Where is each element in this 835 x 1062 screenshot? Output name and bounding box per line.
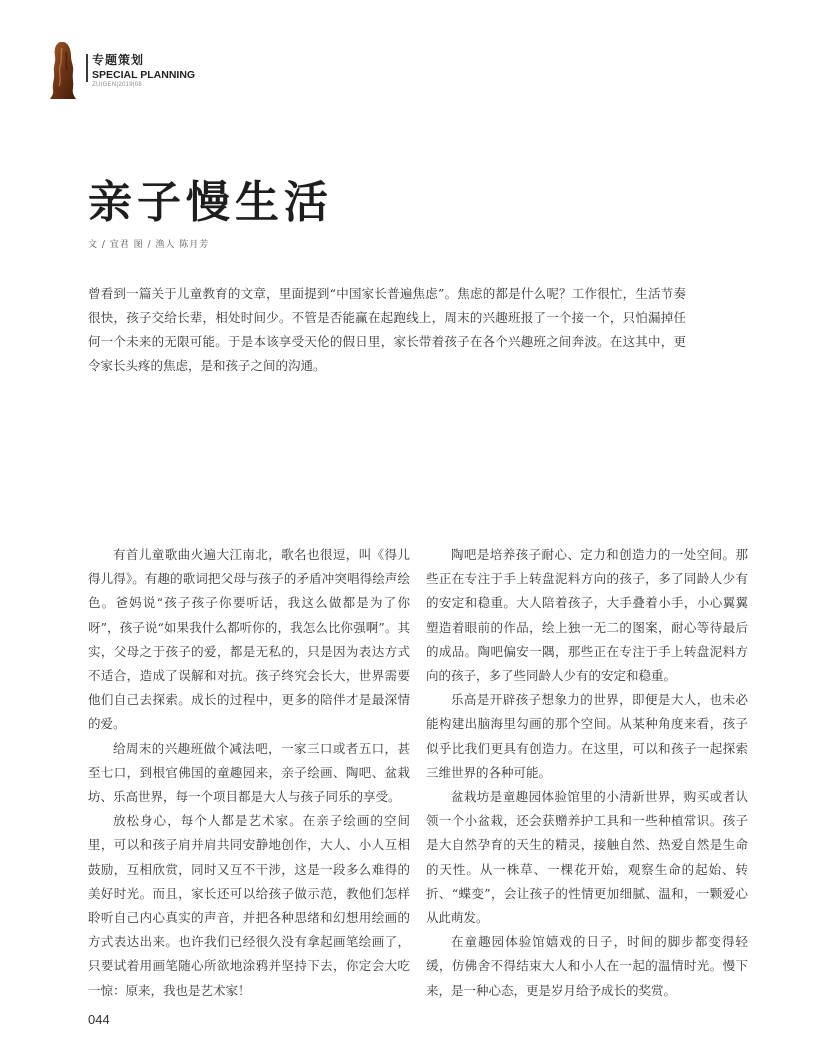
column-title-cn: 专题策划: [92, 53, 145, 67]
body-paragraph: 给周末的兴趣班做个减法吧，一家三口或者五口，甚至七口，到根官佛国的童趣园来，亲子绘画、陶吧、盆栽坊、乐高世界，每一个项目都是大人与孩子同乐的享受。: [88, 740, 410, 805]
body-paragraph: 陶吧是培养孩子耐心、定力和创造力的一处空间。那些正在专注于手上转盘泥料方向的孩子，多了同龄人少有的安定和稳重。大人陪着孩子，大手叠着小手，小心翼翼塑造着眼前的作品，绘上独一无二的图案，耐心等待最后的成品。陶吧偏安一隅，那些正在专注于手上转盘泥料方向的孩子，多了些同龄人少有的安定和稳重。: [426, 547, 748, 684]
body-paragraph: 有首儿童歌曲火遍大江南北，歌名也很逗，叫《得儿得儿得》。有趣的歌词把父母与孩子的矛盾冲突唱得绘声绘色。爸妈说“孩子孩子你要听话，我这么做都是为了你呀”，孩子说“如果我什么都听你的，我怎么比你强啊”。其实，父母之于孩子的爱，都是无私的，只是因为表达方式不适合，造成了误解和对抗。孩子终究会长大，世界需要他们自己去探索。成长的过程中，更多的陪伴才是最深情的爱。: [88, 547, 410, 732]
page-header: [46, 40, 296, 100]
article-byline: 文 / 宜君 图 / 渔人 陈月芳: [88, 240, 210, 250]
article-intro: 曾看到一篇关于儿童教育的文章，里面提到“中国家长普遍焦虑”。焦虑的都是什么呢？工作很忙，生活节奏很快，孩子交给长辈，相处时间少。不管是否能赢在起跑线上，周末的兴趣班报了一个接一个，只怕漏掉任何一个未来的无限可能。于是本该享受天伦的假日里，家长带着孩子在各个兴趣班之间奔波。在这其中，更令家长头疼的焦虑，是和孩子之间的沟通。: [88, 286, 686, 373]
body-paragraph: 放松身心，每个人都是艺术家。在亲子绘画的空间里，可以和孩子肩并肩共同安静地创作，大人、小人互相鼓励，互相欣赏，同时又互不干涉，这是一段多么难得的美好时光。而且，家长还可以给孩子做示范，教他们怎样聆听自己内心真实的声音，并把各种思绪和幻想用绘画的方式表达出来。也许我们已经很久没有拿起画笔绘画了，只要试着用画笔随心所欲地涂鸦并坚持下去，你定会大吃一惊：原来，我也是艺术家！: [88, 813, 410, 998]
body-column-left: [88, 543, 410, 1003]
body-paragraph: 乐高是开辟孩子想象力的世界，即便是大人，也未必能构建出脑海里勾画的那个空间。从某种角度来看，孩子似乎比我们更具有创造力。在这里，可以和孩子一起探索三维世界的各种可能。: [426, 692, 748, 780]
page-number: 044: [88, 1012, 110, 1027]
body-column-right: [426, 543, 748, 1003]
header-divider: [86, 54, 88, 82]
body-paragraph: 盆栽坊是童趣园体验馆里的小清新世界，购买或者认领一个小盆栽，还会获赠养护工具和一些种植常识。孩子是大自然孕育的天生的精灵，接触自然、热爱自然是生命的天性。从一株草、一棵花开始，观察生命的起始、转折、“蝶变”，会让孩子的性情更加细腻、温和，一颗爱心从此萌发。: [426, 789, 748, 926]
column-title-en: SPECIAL PLANNING: [92, 69, 196, 81]
carved-wood-root-logo-icon: [46, 40, 80, 100]
body-paragraph: 在童趣园体验馆嬉戏的日子，时间的脚步都变得轻缓，仿佛舍不得结束大人和小人在一起的温情时光。慢下来，是一种心态，更是岁月给予成长的奖赏。: [426, 934, 748, 998]
article-title: 亲子慢生活: [88, 177, 333, 228]
issue-label: ZUIGEN|2019|08: [92, 82, 143, 88]
